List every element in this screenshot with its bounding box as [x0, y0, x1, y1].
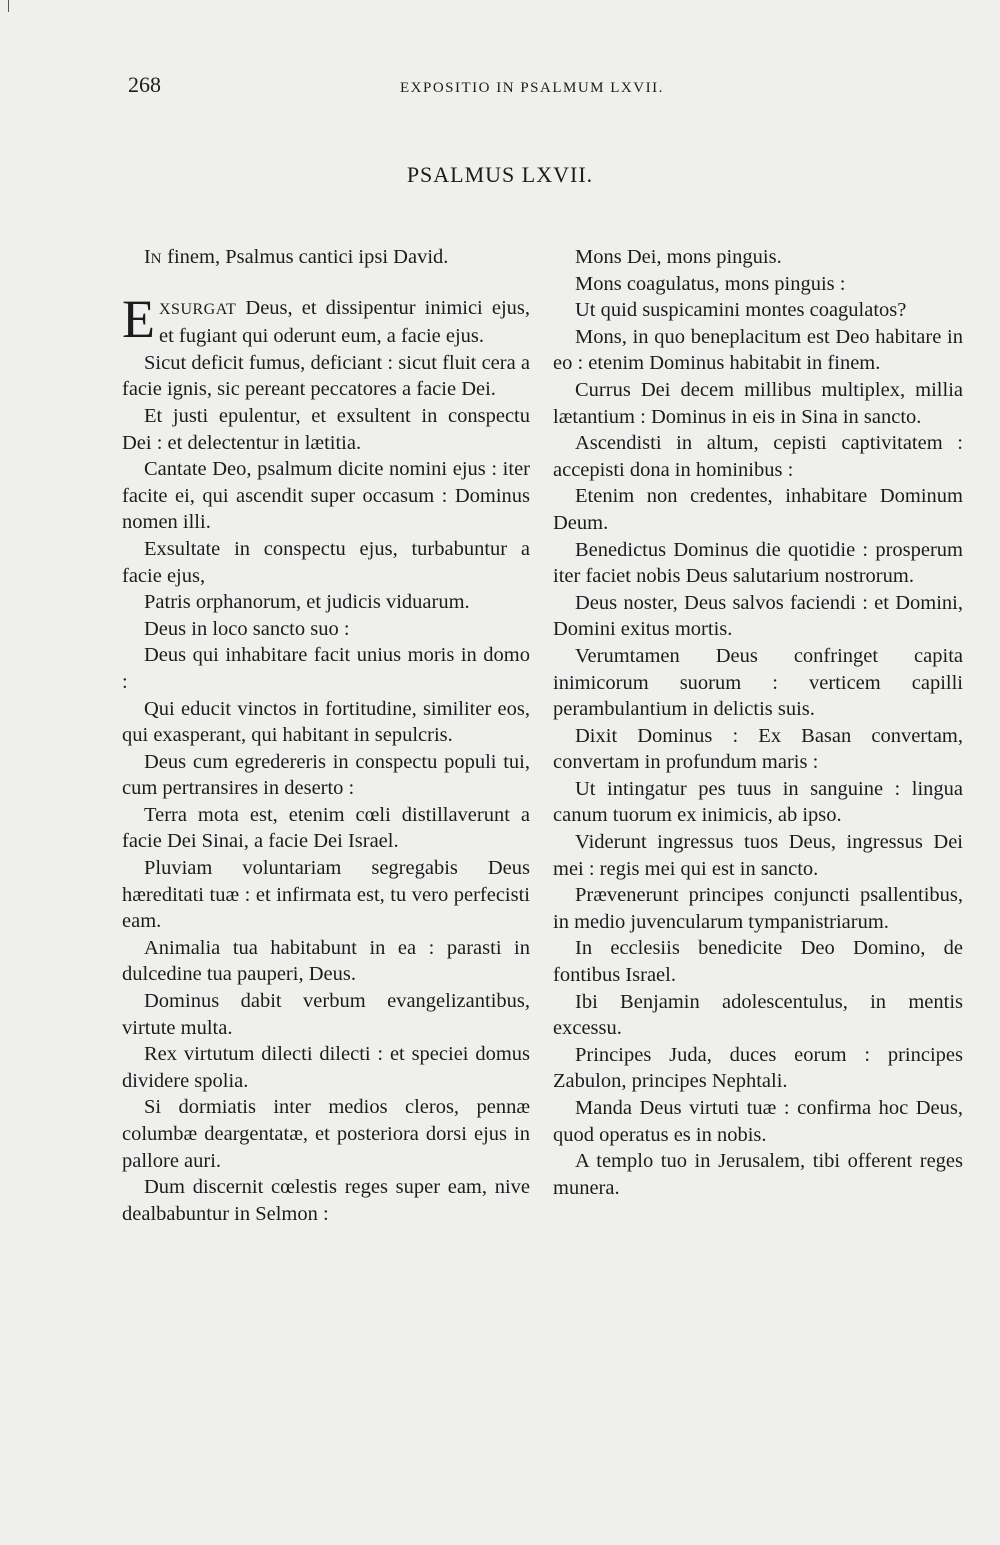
verse: Dum discernit cœlestis reges super eam, nive dealbabuntur in Selmon : [122, 1176, 530, 1225]
verse: Qui educit vinctos in fortitudine, similiter eos, qui exasperant, qui habitant in sepulcris. [122, 697, 530, 747]
drop-cap-initial: E [122, 288, 155, 349]
verse: Currus Dei decem millibus multiplex, millia lætantium : Dominus in eis in Sina in sancto. [553, 378, 963, 428]
verse: Principes Juda, duces eorum : principes Zabulon, principes Nephtali. [553, 1043, 963, 1093]
verse: Verumtamen Deus confringet capita inimicorum suorum : verticem capilli perambulantium in delictis suis. [553, 644, 963, 721]
verse: Cantate Deo, psalmum dicite nomini ejus : iter facite ei, qui ascendit super occasum : Dominus nomen illi. [122, 458, 530, 534]
verse: Exsultate in conspectu ejus, turbabuntur a facie ejus, [122, 537, 530, 587]
left-column [122, 244, 530, 1227]
psalm-title: PSALMUS LXVII. [406, 162, 594, 187]
verse: Terra mota est, etenim cœli distillaverunt a facie Dei Sinai, a facie Dei Israel. [122, 803, 530, 853]
page-header [128, 72, 968, 106]
verse: Pluviam voluntariam segregabis Deus hæreditati tuæ : et infirmata est, tu vero perfecisti eam. [122, 857, 530, 933]
verse: Ut quid suspicamini montes coagulatos? [575, 299, 907, 322]
verse: Deus qui inhabitare facit unius moris in domo : [122, 644, 530, 693]
opening-caps: XSURGAT [159, 300, 237, 318]
verse: Mons Dei, mons pinguis. [575, 246, 782, 268]
verse: In ecclesiis benedicite Deo Domino, de fontibus Israel. [553, 937, 963, 987]
verse: Ibi Benjamin adolescentulus, in mentis excessu. [553, 990, 963, 1040]
verse: Deus cum egredereris in conspectu populi tui, cum pertransires in deserto : [122, 750, 530, 800]
verse: Manda Deus virtuti tuæ : confirma hoc Deus, quod operatus es in nobis. [553, 1097, 963, 1146]
right-column [553, 244, 963, 1201]
superscription-small-caps: N [150, 251, 163, 267]
verse: Etenim non credentes, inhabitare Dominum Deum. [553, 485, 963, 534]
running-head: EXPOSITIO IN PSALMUM LXVII. [400, 80, 664, 96]
verse: Deus in loco sancto suo : [144, 617, 350, 640]
verse: Viderunt ingressus tuos Deus, ingressus Dei mei : regis mei qui est in sancto. [553, 831, 963, 880]
verse: Prævenerunt principes conjuncti psallentibus, in medio juvencularum tympanistriarum. [553, 884, 963, 933]
verse: A templo tuo in Jerusalem, tibi offerent reges munera. [553, 1150, 963, 1199]
verse: Animalia tua habitabunt in ea : parasti in dulcedine tua pauperi, Deus. [122, 936, 530, 986]
verse: Mons, in quo beneplacitum est Deo habitare in eo : etenim Dominus habitabit in finem. [553, 325, 963, 375]
verse: Benedictus Dominus die quotidie : prosperum iter faciet nobis Deus salutarium nostrorum. [553, 538, 963, 588]
verse: Si dormiatis inter medios cleros, pennæ columbæ deargentatæ, et posteriora dorsi ejus in pallore auri. [122, 1096, 530, 1172]
verse: Sicut deficit fumus, deficiant : sicut fluit cera a facie ignis, sic pereant peccatores a facie Dei. [122, 351, 530, 401]
verse: Et justi epulentur, et exsultent in conspectu Dei : et delectentur in lætitia. [122, 404, 530, 454]
verse: Dominus dabit verbum evangelizantibus, virtute multa. [122, 990, 530, 1039]
scan-edge-mark [8, 0, 9, 12]
superscription-initial: I [144, 246, 151, 268]
verse: Deus noster, Deus salvos faciendi : et Domini, Domini exitus mortis. [553, 591, 963, 641]
superscription [122, 244, 530, 273]
verse: Ascendisti in altum, cepisti captivitatem : accepisti dona in hominibus : [553, 432, 963, 481]
verse: Dixit Dominus : Ex Basan convertam, convertam in profundum maris : [553, 724, 963, 774]
opening-verse [122, 288, 530, 350]
superscription-text: finem, Psalmus cantici ipsi David. [162, 246, 449, 268]
opening-text: Deus, et dissipentur inimici ejus, et fugiant qui oderunt eum, a facie ejus. [159, 296, 530, 348]
verse: Ut intingatur pes tuus in sanguine : lingua canum tuorum ex inimicis, ab ipso. [553, 777, 963, 827]
verse: Mons coagulatus, mons pinguis : [575, 272, 846, 295]
verse: Rex virtutum dilecti dilecti : et speciei domus dividere spolia. [122, 1043, 530, 1092]
verse: Patris orphanorum, et judicis viduarum. [144, 591, 470, 614]
page-number: 268 [128, 72, 161, 97]
